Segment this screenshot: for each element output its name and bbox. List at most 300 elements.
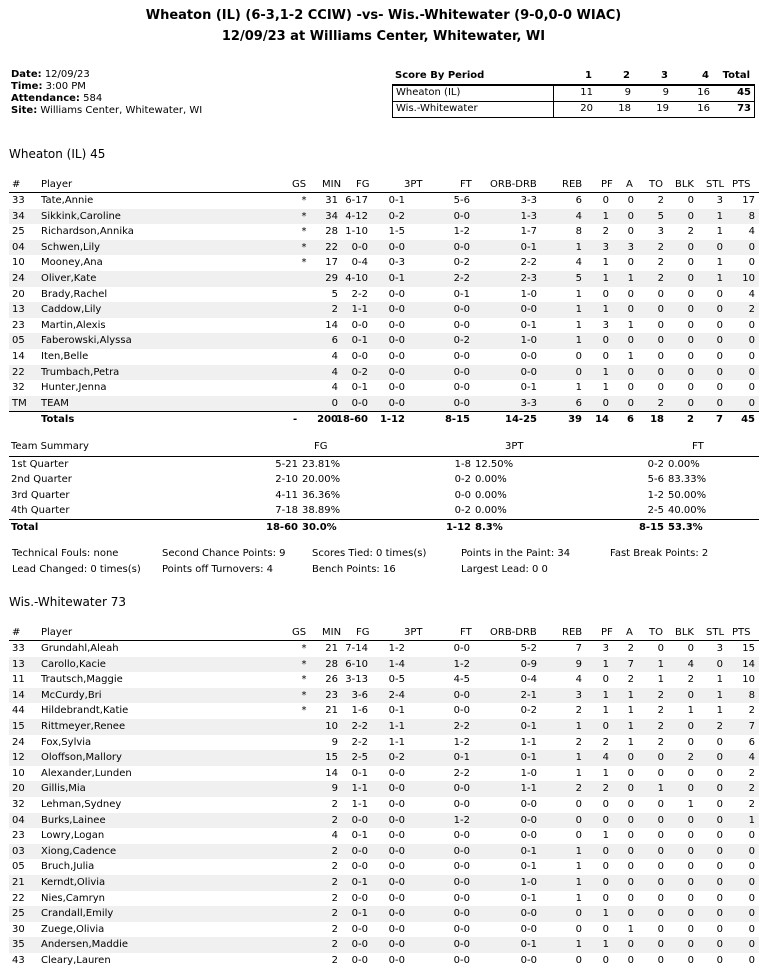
cell-orb-drb: 0-1 [520, 382, 537, 394]
player-row [9, 209, 759, 225]
cell-ft: 1-2 [453, 736, 470, 748]
cell-min: 9 [331, 783, 338, 795]
cell-pf: 2 [602, 226, 609, 238]
cell-pts: 2 [748, 767, 755, 779]
header-gs: GS [292, 179, 307, 190]
cell-to: 2 [657, 689, 664, 701]
cell-reb: 0 [575, 923, 582, 935]
cell-reb: 1 [575, 845, 582, 857]
cell-stl: 0 [716, 939, 723, 951]
cell-blk: 2 [687, 674, 694, 686]
cell-stl: 0 [716, 752, 723, 764]
cell-reb: 6 [575, 397, 582, 409]
summary-fg-pct: 20.00% [302, 474, 341, 485]
cell-min: 21 [325, 643, 338, 654]
cell-pts: 14 [742, 658, 755, 670]
cell-fg: 0-0 [351, 814, 368, 826]
player-row [9, 750, 759, 766]
cell-a: 0 [627, 752, 634, 764]
cell-orb-drb: 0-0 [520, 350, 537, 362]
cell-blk: 0 [687, 319, 694, 331]
summary-3pt: 0-2 [454, 505, 471, 516]
cell-min: 6 [331, 335, 338, 347]
cell-reb: 5 [575, 272, 582, 284]
cell-reb: 0 [575, 830, 582, 842]
cell-min: 22 [325, 241, 338, 253]
cell-pf: 1 [602, 689, 609, 701]
cell-min: 9 [331, 736, 338, 748]
cell-min: 28 [325, 226, 338, 238]
cell-pts: 2 [748, 798, 755, 810]
cell-number: 30 [12, 923, 25, 935]
cell-ft: 0-0 [453, 241, 470, 253]
cell-3pt: 0-1 [388, 272, 405, 284]
header-3pt: 3PT [404, 627, 423, 638]
cell-orb-drb: 1-0 [520, 288, 537, 300]
cell-3pt: 0-0 [388, 876, 405, 888]
cell-stl: 0 [716, 892, 723, 904]
cell-orb-drb: 3-3 [520, 195, 537, 206]
cell-fg: 6-10 [345, 658, 368, 670]
cell-fg: 2-2 [351, 288, 368, 300]
cell-player: Kerndt,Olivia [41, 876, 106, 888]
cell-3pt: 0-0 [388, 939, 405, 951]
cell-3pt: 0-0 [388, 861, 405, 873]
cell-to: 2 [657, 241, 664, 253]
cell-fg: 7-14 [345, 643, 368, 654]
cell-stl: 0 [716, 288, 723, 300]
cell-min: 2 [331, 939, 338, 951]
cell-player: Schwen,Lily [41, 241, 101, 253]
cell-reb: 1 [575, 876, 582, 888]
cell-min: 4 [331, 382, 338, 394]
cell-player: Martin,Alexis [41, 319, 106, 331]
score-row-wheaton [392, 85, 755, 102]
cell-a: 6 [627, 414, 634, 426]
cell-to: 0 [657, 643, 664, 654]
cell-ft: 0-0 [453, 954, 470, 966]
cell-player: Brady,Rachel [41, 288, 108, 300]
cell-pf: 0 [602, 861, 609, 873]
cell-min: 31 [325, 195, 338, 206]
cell-min: 28 [325, 658, 338, 670]
header-player: Player [41, 627, 73, 638]
cell-player: Lehman,Sydney [41, 798, 122, 810]
cell-to: 0 [657, 798, 664, 810]
cell-pts: 0 [748, 830, 755, 842]
header-number: # [12, 179, 21, 190]
cell-player: Grundahl,Aleah [41, 643, 119, 654]
cell-3pt: 0-0 [388, 350, 405, 362]
cell-reb: 0 [575, 908, 582, 920]
cell-fg: 0-1 [351, 908, 368, 920]
cell-blk: 0 [687, 720, 694, 732]
cell-number: 03 [12, 845, 25, 857]
cell-pts: 4 [748, 226, 755, 238]
cell-to: 0 [657, 954, 664, 966]
cell-orb-drb: 1-0 [520, 767, 537, 779]
player-row [9, 891, 759, 907]
cell-orb-drb: 2-1 [520, 689, 537, 701]
cell-stl: 0 [716, 954, 723, 966]
cell-number: 22 [12, 892, 25, 904]
cell-min: 200 [317, 414, 338, 426]
team-summary-title: Team Summary [11, 441, 89, 452]
header-a: A [626, 179, 633, 190]
cell-stl: 0 [716, 366, 723, 378]
cell-fg: 0-0 [351, 397, 368, 409]
score-team-name: Wis.-Whitewater [396, 103, 478, 114]
player-row [9, 271, 759, 287]
cell-a: 0 [627, 288, 634, 300]
cell-to: 5 [657, 210, 664, 222]
cell-orb-drb: 0-0 [520, 798, 537, 810]
summary-fg-pct: 38.89% [302, 505, 341, 516]
cell-3pt: 0-1 [388, 705, 405, 717]
summary-period: 4th Quarter [11, 505, 70, 516]
cell-number: 24 [12, 272, 25, 284]
cell-number: 11 [12, 674, 25, 686]
player-row [9, 922, 759, 938]
cell-pf: 1 [602, 210, 609, 222]
summary-3pt-pct: 0.00% [475, 474, 507, 485]
player-row [9, 844, 759, 860]
header-ft: FT [460, 627, 472, 638]
cell-min: 2 [331, 798, 338, 810]
cell-number: 32 [12, 798, 25, 810]
cell-min: 2 [331, 861, 338, 873]
cell-fg: 1-10 [345, 226, 368, 238]
cell-number: TM [12, 397, 27, 409]
cell-number: 10 [12, 767, 25, 779]
team-summary-fg-header: FG [314, 441, 328, 452]
cell-orb-drb: 0-0 [520, 366, 537, 378]
cell-to: 2 [657, 272, 664, 284]
cell-min: 2 [331, 892, 338, 904]
header-to: TO [649, 179, 663, 190]
cell-pf: 1 [602, 767, 609, 779]
cell-number: 21 [12, 876, 25, 888]
score-period-2: 18 [618, 103, 631, 114]
cell-pf: 0 [602, 674, 609, 686]
cell-blk: 0 [687, 767, 694, 779]
box-score-header [9, 625, 759, 641]
second-chance-points: Second Chance Points: 9 [162, 548, 286, 559]
cell-a: 1 [627, 272, 634, 284]
cell-stl: 2 [716, 720, 723, 732]
cell-pf: 2 [602, 783, 609, 795]
cell-stl: 1 [716, 210, 723, 222]
cell-pts: 0 [748, 908, 755, 920]
cell-player: Mooney,Ana [41, 257, 103, 269]
cell-min: 15 [325, 752, 338, 764]
cell-player: Sikkink,Caroline [41, 210, 121, 222]
cell-pf: 1 [602, 705, 609, 717]
cell-fg: 0-4 [351, 257, 368, 269]
cell-stl: 1 [716, 257, 723, 269]
cell-number: 13 [12, 304, 25, 316]
header-orb-drb: ORB-DRB [490, 179, 537, 190]
cell-3pt: 0-0 [388, 335, 405, 347]
cell-pts: 15 [742, 643, 755, 654]
score-period-1: 20 [580, 103, 593, 114]
cell-fg: 0-0 [351, 319, 368, 331]
cell-gs: * [301, 658, 307, 670]
cell-3pt: 0-0 [388, 892, 405, 904]
cell-blk: 0 [687, 366, 694, 378]
cell-ft: 0-0 [453, 876, 470, 888]
cell-a: 0 [627, 304, 634, 316]
cell-player: Burks,Lainee [41, 814, 106, 826]
summary-3pt-pct: 12.50% [475, 458, 514, 470]
cell-blk: 0 [687, 195, 694, 206]
cell-blk: 0 [687, 689, 694, 701]
cell-pts: 10 [742, 272, 755, 284]
cell-3pt: 1-1 [388, 720, 405, 732]
cell-orb-drb: 0-1 [520, 939, 537, 951]
cell-min: 2 [331, 304, 338, 316]
cell-ft: 0-0 [453, 861, 470, 873]
cell-min: 2 [331, 814, 338, 826]
team-summary-total-row [9, 519, 759, 536]
cell-number: 23 [12, 319, 25, 331]
cell-stl: 0 [716, 658, 723, 670]
header-blk: BLK [675, 179, 694, 190]
cell-orb-drb: 1-0 [520, 876, 537, 888]
cell-pf: 1 [602, 908, 609, 920]
header-player: Player [41, 179, 73, 190]
cell-pf: 14 [595, 414, 609, 426]
cell-a: 0 [627, 861, 634, 873]
cell-to: 1 [657, 674, 664, 686]
header-orb-drb: ORB-DRB [490, 627, 537, 638]
cell-gs: * [301, 226, 307, 238]
technical-fouls: Technical Fouls: none [12, 548, 119, 559]
cell-number: 04 [12, 241, 25, 253]
cell-fg: 0-0 [351, 892, 368, 904]
cell-to: 0 [657, 845, 664, 857]
cell-pf: 0 [602, 798, 609, 810]
cell-blk: 0 [687, 335, 694, 347]
cell-pts: 6 [748, 736, 755, 748]
cell-reb: 4 [575, 210, 582, 222]
cell-to: 0 [657, 830, 664, 842]
player-row [9, 365, 759, 381]
cell-reb: 1 [575, 319, 582, 331]
cell-min: 10 [325, 720, 338, 732]
cell-orb-drb: 0-0 [520, 304, 537, 316]
player-row [9, 380, 759, 396]
score-total: 73 [737, 103, 751, 114]
cell-reb: 1 [575, 304, 582, 316]
cell-3pt: 0-0 [388, 366, 405, 378]
cell-ft: 2-2 [453, 272, 470, 284]
score-period-4: 16 [697, 103, 710, 114]
cell-3pt: 0-0 [388, 908, 405, 920]
cell-gs: * [301, 210, 307, 222]
cell-number: 43 [12, 954, 25, 966]
cell-blk: 0 [687, 923, 694, 935]
cell-3pt: 0-0 [388, 923, 405, 935]
cell-gs: * [301, 195, 307, 206]
header-stl: STL [706, 627, 725, 638]
cell-stl: 3 [716, 195, 723, 206]
header-a: A [626, 627, 633, 638]
cell-pf: 1 [602, 658, 609, 670]
cell-3pt: 0-5 [388, 674, 405, 686]
cell-player: Xiong,Cadence [41, 845, 117, 857]
cell-min: 17 [325, 257, 338, 269]
cell-a: 1 [627, 720, 634, 732]
score-period-2: 9 [624, 87, 631, 98]
cell-ft: 0-0 [453, 908, 470, 920]
cell-ft: 0-0 [453, 304, 470, 316]
cell-number: 20 [12, 783, 25, 795]
cell-to: 18 [650, 414, 664, 426]
score-by-period-header [392, 70, 755, 85]
cell-pf: 0 [602, 720, 609, 732]
cell-gs: * [301, 689, 307, 701]
cell-number: 15 [12, 720, 25, 732]
cell-pf: 1 [602, 382, 609, 394]
cell-pf: 1 [602, 304, 609, 316]
cell-ft: 0-0 [453, 689, 470, 701]
summary-3pt: 0-0 [454, 489, 471, 501]
cell-blk: 2 [687, 226, 694, 238]
summary-fg-pct: 30.0% [302, 521, 337, 533]
cell-pts: 0 [748, 923, 755, 935]
cell-player: Fox,Sylvia [41, 736, 92, 748]
cell-3pt: 1-2 [388, 643, 405, 654]
cell-a: 0 [627, 382, 634, 394]
cell-min: 2 [331, 845, 338, 857]
period-4-header: 4 [702, 70, 709, 81]
header-pts: PTS [732, 179, 751, 190]
cell-blk: 1 [687, 798, 694, 810]
lead-changed: Lead Changed: 0 times(s) [12, 564, 141, 575]
cell-gs: - [293, 414, 298, 426]
cell-to: 0 [657, 319, 664, 331]
cell-3pt: 0-3 [388, 257, 405, 269]
cell-blk: 0 [687, 257, 694, 269]
cell-blk: 0 [687, 736, 694, 748]
cell-stl: 0 [716, 876, 723, 888]
cell-stl: 0 [716, 814, 723, 826]
cell-pts: 10 [742, 674, 755, 686]
header-stl: STL [706, 179, 725, 190]
cell-ft: 0-2 [453, 335, 470, 347]
cell-a: 0 [627, 830, 634, 842]
cell-player: Carollo,Kacie [41, 658, 106, 670]
cell-pf: 1 [602, 830, 609, 842]
cell-stl: 0 [716, 397, 723, 409]
cell-blk: 0 [687, 288, 694, 300]
team-summary-row [9, 457, 759, 473]
game-attendance: Attendance: 584 [11, 93, 103, 104]
cell-3pt: 1-4 [388, 658, 405, 670]
cell-stl: 1 [716, 226, 723, 238]
cell-number: 44 [12, 705, 25, 717]
header-pf: PF [601, 627, 613, 638]
cell-pf: 1 [602, 272, 609, 284]
cell-player: Gillis,Mia [41, 783, 86, 795]
cell-to: 2 [657, 397, 664, 409]
points-in-paint: Points in the Paint: 34 [461, 548, 571, 559]
cell-3pt: 2-4 [388, 689, 405, 701]
cell-pts: 0 [748, 257, 755, 269]
cell-reb: 0 [575, 366, 582, 378]
cell-gs: * [301, 643, 307, 654]
summary-3pt-pct: 0.00% [475, 489, 507, 501]
game-title: Wheaton (IL) (6-3,1-2 CCIW) -vs- Wis.-Whitewater (9-0,0-0 WIAC) [145, 8, 622, 23]
summary-ft-pct: 53.3% [668, 521, 703, 533]
team-summary-ft-header: FT [692, 441, 704, 452]
cell-pts: 4 [748, 288, 755, 300]
cell-a: 0 [627, 954, 634, 966]
cell-stl: 0 [716, 830, 723, 842]
team-summary-3pt-header: 3PT [505, 441, 524, 452]
cell-pts: 45 [741, 414, 755, 426]
player-row [9, 906, 759, 922]
cell-stl: 0 [716, 304, 723, 316]
cell-fg: 4-12 [345, 210, 368, 222]
cell-reb: 9 [575, 658, 582, 670]
cell-a: 1 [627, 705, 634, 717]
cell-orb-drb: 0-1 [520, 892, 537, 904]
cell-ft: 5-6 [453, 195, 470, 206]
box-score-header [9, 177, 759, 193]
cell-fg: 6-17 [345, 195, 368, 206]
game-subtitle: 12/09/23 at Williams Center, Whitewater, WI [221, 29, 546, 44]
cell-a: 7 [627, 658, 634, 670]
cell-orb-drb: 5-2 [520, 643, 537, 654]
cell-number: 05 [12, 861, 25, 873]
cell-blk: 1 [687, 705, 694, 717]
cell-player: McCurdy,Bri [41, 689, 102, 701]
cell-stl: 7 [716, 414, 723, 426]
cell-reb: 1 [575, 720, 582, 732]
cell-to: 0 [657, 350, 664, 362]
cell-number: 35 [12, 939, 25, 951]
team-heading-wheaton: Wheaton (IL) 45 [9, 147, 106, 161]
cell-fg: 0-1 [351, 767, 368, 779]
cell-reb: 1 [575, 861, 582, 873]
cell-min: 29 [325, 272, 338, 284]
player-row [9, 735, 759, 751]
player-row [9, 302, 759, 318]
header-3pt: 3PT [404, 179, 423, 190]
cell-3pt: 0-0 [388, 397, 405, 409]
cell-fg: 0-0 [351, 350, 368, 362]
cell-blk: 0 [687, 814, 694, 826]
cell-orb-drb: 0-1 [520, 845, 537, 857]
summary-ft: 5-6 [647, 474, 664, 485]
cell-3pt: 0-0 [388, 319, 405, 331]
cell-number: 32 [12, 382, 25, 394]
cell-to: 2 [657, 736, 664, 748]
cell-number: 25 [12, 226, 25, 238]
team-summary [9, 440, 759, 535]
cell-a: 0 [627, 876, 634, 888]
cell-orb-drb: 0-1 [520, 241, 537, 253]
cell-blk: 0 [687, 304, 694, 316]
cell-a: 2 [627, 674, 634, 686]
cell-a: 0 [627, 767, 634, 779]
cell-player: Trautsch,Maggie [41, 674, 123, 686]
cell-blk: 0 [687, 210, 694, 222]
cell-stl: 0 [716, 783, 723, 795]
cell-fg: 0-0 [351, 954, 368, 966]
